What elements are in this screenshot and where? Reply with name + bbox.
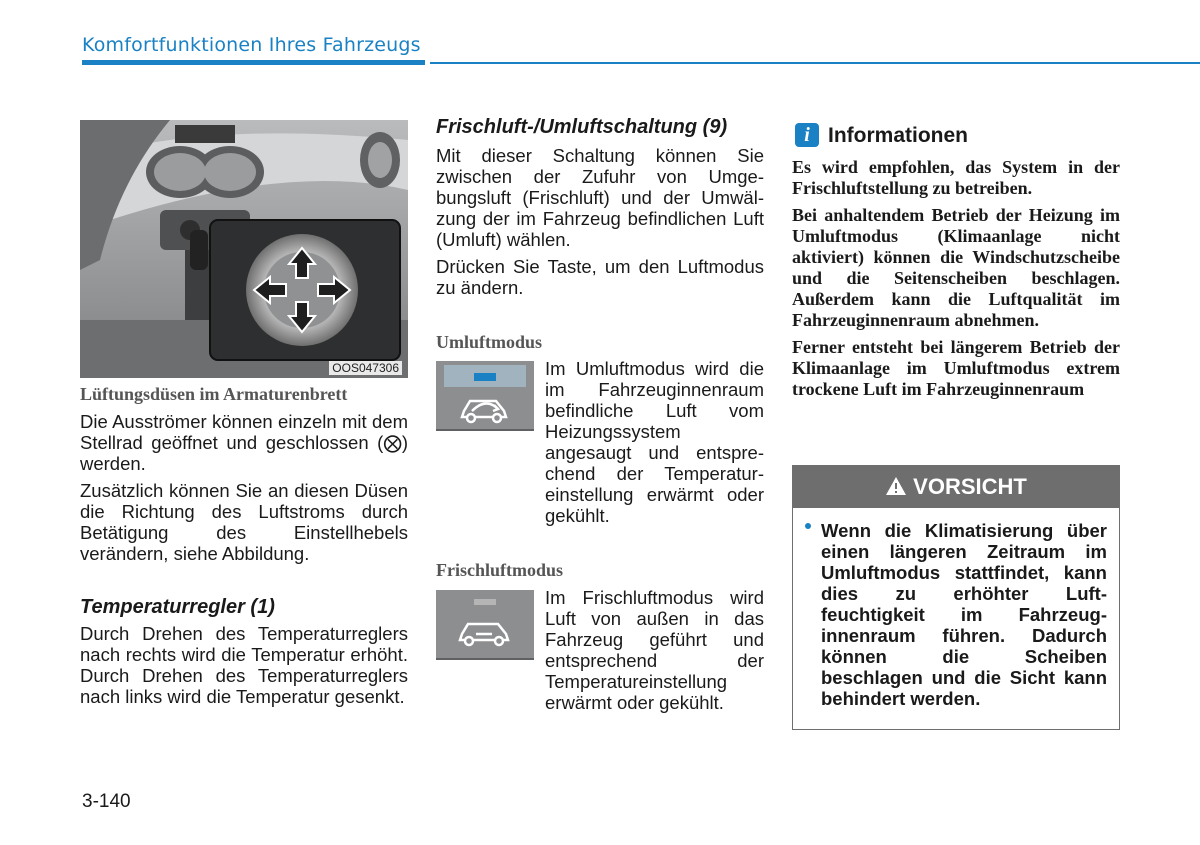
header-rule-thick bbox=[82, 60, 425, 65]
info-paragraph-3: Ferner entsteht bei längerem Betrieb der Klimaanlage im Umluftmodus extrem trockene Luft im Fahrzeuginnenraum bbox=[792, 337, 1120, 399]
caution-content bbox=[793, 508, 1119, 709]
bullet-icon bbox=[805, 523, 811, 529]
figure-code: OOS047306 bbox=[329, 361, 402, 375]
section-title: Komfortfunktionen Ihres Fahrzeugs bbox=[82, 34, 421, 56]
temp-text: Durch Drehen des Temperaturreglers nach rechts wird die Temperatur erhöht. Durch Drehen des Temperaturreglers nach links wird die Temperatur gesenkt. bbox=[80, 623, 408, 707]
recirc-mode-text: Im Umluftmodus wird die im Fahrzeuginnenraum befindliche Luft vom Heizungssystem angesaugt und entsprechend der Temperatureinstellung erwärmt oder gekühlt. bbox=[545, 358, 764, 526]
vent-paragraph-1: Die Ausströmer können einzeln mit dem Stellrad geöffnet und geschlossen (⨂) werden. bbox=[80, 411, 408, 474]
caution-header bbox=[793, 466, 1119, 508]
recirc-mode-button-icon bbox=[436, 361, 534, 431]
figure-caption: Lüftungsdüsen im Armaturenbrett bbox=[80, 384, 348, 404]
dashboard-illustration bbox=[80, 120, 408, 378]
fresh-air-icon bbox=[436, 590, 534, 658]
recirculation-icon bbox=[436, 361, 534, 429]
vent-paragraph-2: Zusätzlich können Sie an diesen Düsen die Richtung des Luftstroms durch Betätigung des Einstellhebels verändern, siehe Abbildung. bbox=[80, 480, 408, 564]
caution-box bbox=[792, 465, 1120, 730]
fresh-mode-text: Im Frischluftmodus wird Luft von außen in das Fahrzeug geführt und entsprechend der Temperatureinstellung erwärmt oder gekühlt. bbox=[545, 587, 764, 713]
info-paragraph-1: Es wird empfohlen, das System in der Frischluftstellung zu betreiben. bbox=[792, 157, 1120, 198]
fresh-mode-title: Frischluftmodus bbox=[436, 560, 564, 580]
fresh-mode-button-icon bbox=[436, 590, 534, 660]
info-icon: i bbox=[795, 123, 819, 147]
caution-text: Wenn die Klimatisierung über einen längeren Zeitraum im Umluftmodus stattfindet, kann dies zu erhöhter Luftfeuchtigkeit im Fahrzeuginnenraum führen. Dadurch können die Scheiben beschlagen und die Sicht kann behindert werden. bbox=[821, 520, 1107, 709]
dashboard-vent-photo bbox=[80, 120, 408, 378]
info-title: Informationen bbox=[828, 124, 968, 147]
air-mode-paragraph-2: Drücken Sie Taste, um den Luftmodus zu ändern. bbox=[436, 256, 764, 298]
info-paragraph-2: Bei anhaltendem Betrieb der Heizung im Umluftmodus (Klimaanlage nicht aktiviert) können die Windschutzscheibe und die Seitenscheiben beschlagen. Außerdem kann die Luftqualität im Fahrzeuginnenraum abnehmen. bbox=[792, 205, 1120, 330]
header-rule-thin bbox=[430, 62, 1200, 64]
air-mode-paragraph-1: Mit dieser Schaltung können Sie zwischen der Zufuhr von Umgebungsluft (Frischluft) und der Umwälzung der im Fahrzeug befindlichen Luft (Umluft) wählen. bbox=[436, 145, 764, 250]
page-number: 3-140 bbox=[82, 791, 131, 812]
recirc-mode-title: Umluftmodus bbox=[436, 332, 543, 352]
caution-title: VORSICHT bbox=[913, 474, 1027, 499]
warning-triangle-icon bbox=[885, 476, 907, 496]
air-mode-heading: Frischluft-/Umluftschaltung (9) bbox=[436, 116, 728, 138]
temp-heading: Temperaturregler (1) bbox=[80, 596, 275, 618]
